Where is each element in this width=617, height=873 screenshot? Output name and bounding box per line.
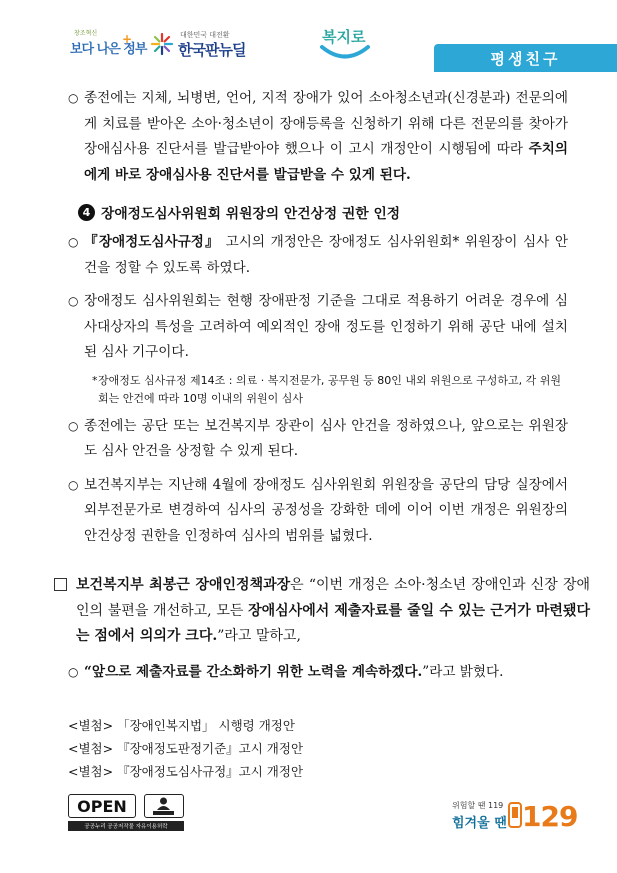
circle-bullet-icon: ○ <box>68 91 79 105</box>
paragraph: ○ 종전에는 공단 또는 보건복지부 장관이 심사 안건을 정하였으나, 앞으로는 위원장도 심사 안건을 상정할 수 있게 된다. <box>58 414 568 465</box>
attachment-item: <별첨> 『장애정도심사규정』고시 개정안 <box>68 764 304 779</box>
open-logo: OPEN <box>68 794 136 818</box>
document-body <box>58 82 591 685</box>
asterisk-icon: * <box>92 373 98 387</box>
paragraph: ○ 보건복지부는 지난해 4월에 장애정도 심사위원회 위원장을 공단의 담당 실장에서 외부전문가로 변경하여 심사의 공정성을 강화한 데에 이어 이번 개정은 위원장의 안건상정 권한을 인정하여 심사의 범위를 넓혔다. <box>58 473 568 550</box>
logo-title: 한국판뉴딜 <box>178 41 246 59</box>
circle-bullet-icon: ○ <box>68 294 79 308</box>
hotline-banner <box>450 800 578 836</box>
new-deal-burst-icon <box>150 32 174 56</box>
section-heading: 4 장애정도심사위원회 위원장의 안건상정 권한 인정 <box>78 202 568 222</box>
paragraph: ○ 『장애정도심사규정』 고시의 개정안은 장애정도 심사위원회* 위원장이 심사 안건을 정할 수 있도록 하였다. <box>58 230 568 281</box>
attachment-item: <별첨> 『장애정도판정기준』고시 개정안 <box>68 741 304 756</box>
attribution-icon <box>144 794 184 818</box>
circle-bullet-icon: ○ <box>68 235 79 249</box>
paragraph: ○ 종전에는 지체, 뇌병변, 언어, 지적 장애가 있어 소아청소년과(신경분과) 전문의에게 치료를 받아온 소아·청소년이 장애등록을 신청하기 위해 다른 전문의를 찾아가 장애심사용 진단서를 발급받아야 했으나 이 고시 개정안이 시행됨에 따라 주치의에게 바로 장애심사용 진단서를 발급받을 수 있게 된다. <box>58 86 568 188</box>
logo-subtitle: 대한민국 대전환 <box>180 31 230 39</box>
square-bullet-icon <box>54 578 67 591</box>
plus-icon: + <box>122 32 133 46</box>
hotline-caption: 위험할 땐 119 <box>452 801 504 810</box>
korean-new-deal-logo <box>150 30 250 60</box>
logo-title: 복지로 <box>322 28 366 46</box>
page-header <box>0 0 617 78</box>
number-badge: 4 <box>78 204 95 221</box>
paragraph: ○ 장애정도 심사위원회는 현행 장애판정 기준을 그대로 적용하기 어려운 경우에 심사대상자의 특성을 고려하여 예외적인 장애 정도를 인정하기 위해 공단 내에 설치된 심사 기구이다. <box>58 289 568 366</box>
phone-icon <box>508 802 522 828</box>
section-tab: 평생친구 <box>434 44 617 72</box>
open-license-badge <box>68 794 188 832</box>
paragraph-main: 보건복지부 최봉근 장애인정책과장은 “이번 개정은 소아·청소년 장애인과 신장 장애인의 불편을 개선하고, 모든 장애심사에서 제출자료를 줄일 수 있는 근거가 마련됐다는 점에서 의의가 크다.”라고 말하고, <box>48 573 590 650</box>
attachment-item: <별첨> 「장애인복지법」 시행령 개정안 <box>68 718 295 733</box>
open-license-text: 공공누리 공공저작물 자유이용허락 <box>68 821 184 831</box>
paragraph: ○ “앞으로 제출자료를 간소화하기 위한 노력을 계속하겠다.”라고 밝혔다. <box>58 660 568 686</box>
hotline-number: 129 <box>522 800 578 833</box>
footnote: * 장애정도 심사규정 제14조 : 의료 · 복지전문가, 공무원 등 80인 내외 위원으로 구성하고, 각 위원회는 안건에 따라 10명 이내의 위원이 심사 <box>92 373 562 405</box>
smile-icon <box>318 44 372 62</box>
circle-bullet-icon: ○ <box>68 418 79 433</box>
bokjiro-logo <box>318 26 372 66</box>
circle-bullet-icon: ○ <box>68 664 79 679</box>
logo-subtitle: 창조혁신 <box>74 30 98 37</box>
government-logo <box>70 28 147 62</box>
logo-title: 보다 나은 정부 <box>70 42 147 57</box>
hotline-slogan: 힘겨울 땐 <box>452 816 507 831</box>
circle-bullet-icon: ○ <box>68 477 79 492</box>
